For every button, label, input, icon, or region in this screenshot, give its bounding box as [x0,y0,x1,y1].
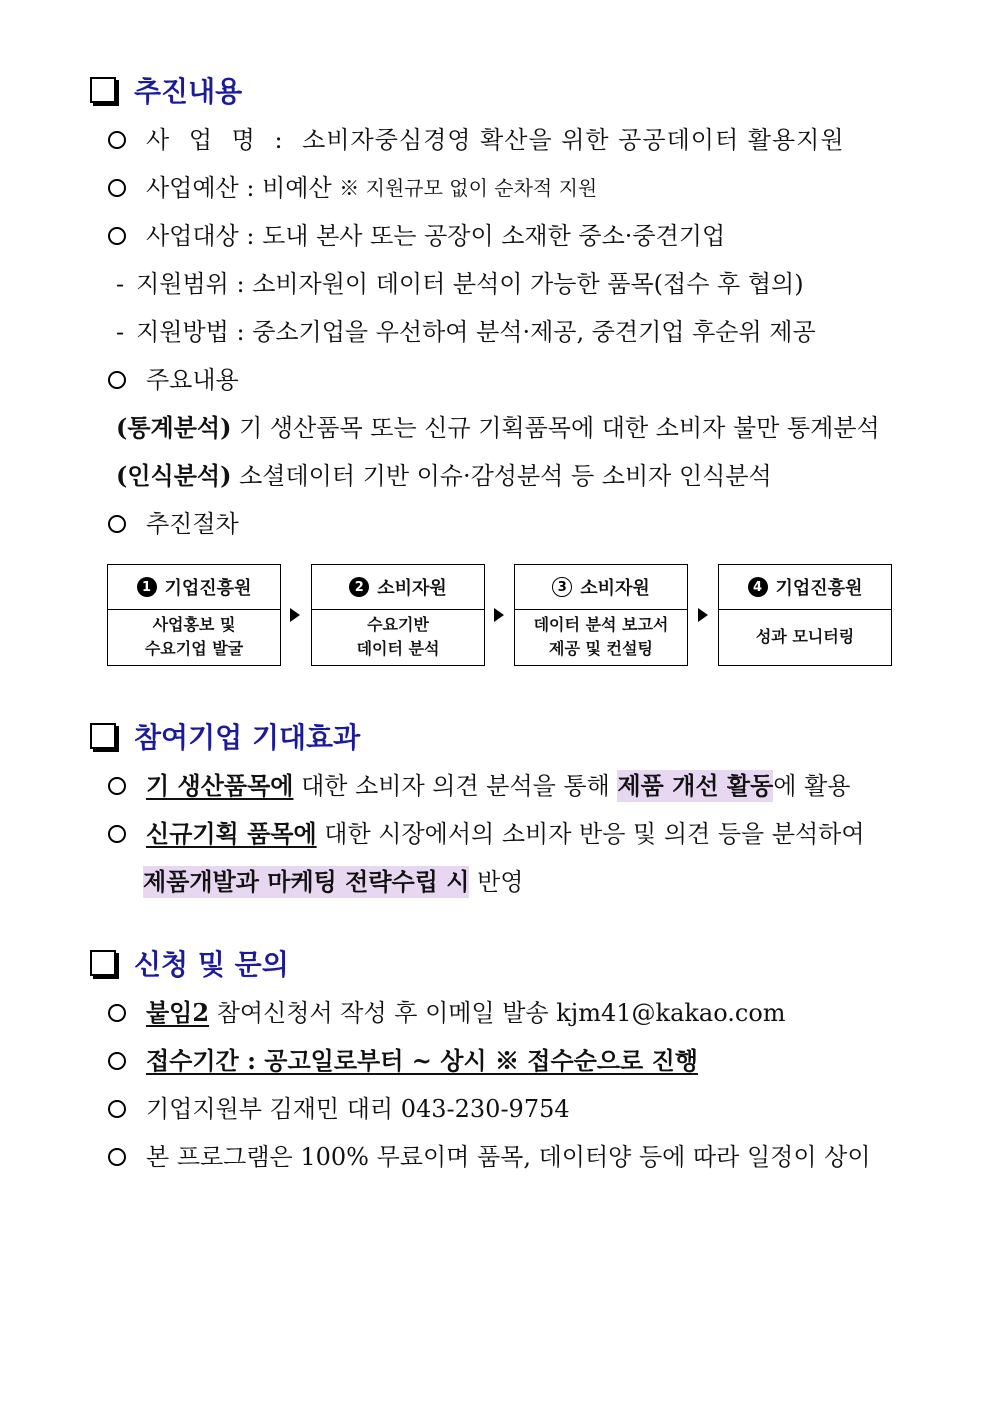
main-content-line [108,364,239,396]
budget-note: ※ 지원규모 없이 순차적 지원 [339,176,598,200]
effect-line-3 [143,866,523,898]
circle-bullet-icon [108,371,126,389]
statistical-analysis-line [116,412,880,444]
arrow-right-icon [290,608,300,622]
apply-line-1 [108,997,786,1029]
flow-step-3 [514,564,688,666]
circle-bullet-icon [108,777,126,795]
statistical-analysis-label: (통계분석) [116,413,232,442]
flow-step-1 [107,564,281,666]
flow-step-header [312,565,484,610]
section-title-expected-effects [90,716,360,756]
perception-analysis-text: 소셜데이터 기반 이슈·감성분석 등 소비자 인식분석 [231,462,772,490]
flow-step-header [108,565,280,610]
budget-line [108,172,597,204]
flow-step-2 [311,564,485,666]
section-title-text: 추진내용 [134,75,243,108]
support-method-text: 지원방법 : 중소기업을 우선하여 분석·제공, 중견기업 후순위 제공 [136,318,816,346]
procedure-text: 추진절차 [146,510,239,538]
checkbox-square-icon [90,723,116,749]
perception-analysis-line [116,460,772,492]
circle-bullet-icon [108,1052,126,1070]
flow-step-title: 소비자원 [580,578,650,599]
section-title-promotion [90,70,242,110]
effect-1-underlined: 기 생산품목에 [146,771,294,800]
apply-line-4 [108,1141,871,1173]
effect-2-text: 대한 시장에서의 소비자 반응 및 의견 등을 분석하여 [316,820,865,848]
circle-bullet-icon [108,515,126,533]
flow-step-body: 수요기반 데이터 분석 [356,615,440,658]
effect-1-text: 대한 소비자 의견 분석을 통해 [293,772,618,800]
arrow-right-icon [698,608,708,622]
effect-3-highlight: 제품개발과 마케팅 전략수립 시 [143,867,470,896]
project-name-line [108,124,845,156]
section-title-text: 신청 및 문의 [134,948,289,981]
step-number-badge: 2 [349,577,369,597]
procedure-line [108,508,239,540]
effect-3-text: 반영 [469,868,524,896]
contact-info: 기업지원부 김재민 대리 043-230-9754 [146,1095,570,1123]
circle-bullet-icon [108,227,126,245]
target-line [108,220,725,252]
dash-bullet: - [116,270,125,298]
effect-line-2 [108,818,865,850]
flow-step-title: 기업진흥원 [775,578,863,599]
support-scope-text: 지원범위 : 소비자원이 데이터 분석이 가능한 품목(접수 후 협의) [136,270,804,298]
section-title-application [90,943,289,983]
statistical-analysis-text: 기 생산품목 또는 신규 기획품목에 대한 소비자 불만 통계분석 [231,414,880,442]
apply-line-2 [108,1045,698,1077]
effect-1-tail: 에 활용 [773,772,851,800]
section-title-text: 참여기업 기대효과 [134,721,361,754]
circle-bullet-icon [108,1004,126,1022]
project-name-value: 소비자중심경영 확산을 위한 공공데이터 활용지원 [302,126,845,154]
support-method-line [116,316,816,348]
circle-bullet-icon [108,131,126,149]
step-number-badge: 3 [552,577,572,597]
flow-step-body: 데이터 분석 보고서 제공 및 컨설팅 [533,615,669,658]
budget-label: 사업예산 : 비예산 [146,174,340,202]
checkbox-square-icon [90,77,116,103]
perception-analysis-label: (인식분석) [116,461,232,490]
flow-step-title: 소비자원 [377,578,447,599]
apply-line-3 [108,1093,570,1125]
effect-line-1 [108,770,850,802]
procedure-flow [107,564,893,666]
circle-bullet-icon [108,1148,126,1166]
flow-step-body: 성과 모니터링 [755,627,855,646]
checkbox-square-icon [90,950,116,976]
circle-bullet-icon [108,1100,126,1118]
apply-email-text: 참여신청서 작성 후 이메일 발송 kjm41@kakao.com [209,999,786,1027]
application-period: 접수기간 : 공고일로부터 ~ 상시 ※ 접수순으로 진행 [146,1046,698,1075]
main-content-text: 주요내용 [146,366,239,394]
arrow-right-icon [494,608,504,622]
flow-step-4 [718,564,892,666]
program-notice: 본 프로그램은 100% 무료이며 품목, 데이터양 등에 따라 일정이 상이 [146,1143,871,1171]
circle-bullet-icon [108,825,126,843]
target-text: 사업대상 : 도내 본사 또는 공장이 소재한 중소·중견기업 [146,222,726,250]
dash-bullet: - [116,318,125,346]
step-number-badge: 1 [137,577,157,597]
effect-1-highlight: 제품 개선 활동 [617,771,774,800]
support-scope-line [116,268,804,300]
attachment-reference: 붙임2 [146,998,210,1027]
effect-2-underlined: 신규기획 품목에 [146,819,317,848]
project-name-label: 사 업 명 : [146,126,303,154]
flow-step-header [515,565,687,610]
flow-step-header [719,565,891,610]
flow-step-title: 기업진흥원 [164,578,252,599]
flow-step-body: 사업홍보 및 수요기업 발굴 [144,615,244,658]
circle-bullet-icon [108,179,126,197]
step-number-badge: 4 [748,577,768,597]
